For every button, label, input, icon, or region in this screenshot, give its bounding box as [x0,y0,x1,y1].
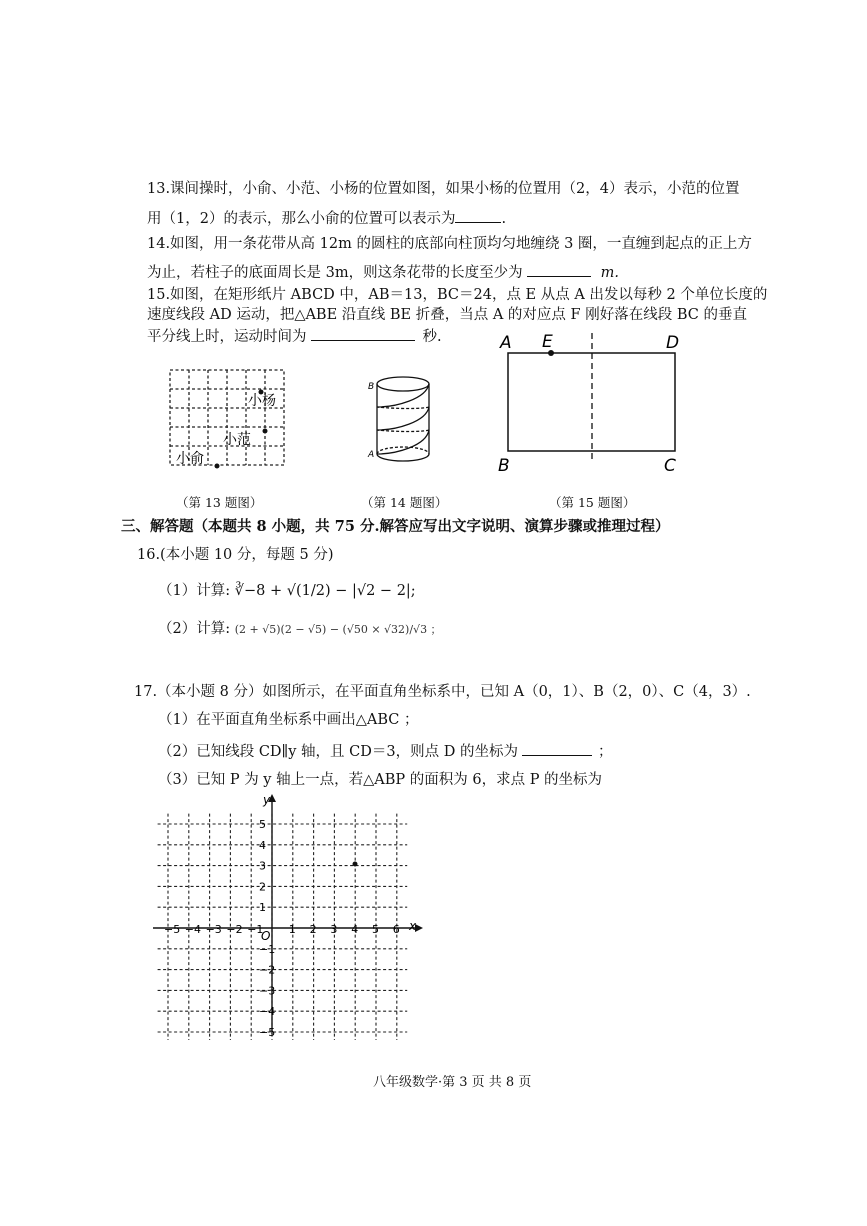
fig15-label-c: C [664,456,676,476]
fig15-label-d: D [666,333,680,353]
fig15-label-a: A [500,333,512,353]
fig13-grid [160,360,295,475]
q16-part1-label: （1）计算: [158,583,231,599]
x-tick-label: 5 [372,923,379,936]
x-tick-label: 3 [330,923,338,936]
q15-line3 [147,326,442,346]
q14-unit: m. [600,265,619,281]
q14-answer-blank[interactable] [527,262,591,277]
q13-line2 [147,208,506,228]
fig13-yu-dot [215,464,220,469]
q17-part2 [158,741,612,761]
x-axis-label: x [409,919,417,933]
q13-end: . [501,211,507,227]
x-tick-label: −1 [247,923,264,936]
y-tick-label: −5 [259,1026,276,1039]
fig14-label-a: A [368,450,375,460]
fig13-caption: （第 13 题图） [176,495,263,510]
q13-line1: 13.课间操时，小俞、小范、小杨的位置如图，如果小杨的位置用（2，4）表示，小范的位置 [147,181,740,197]
y-tick-label: 2 [259,880,266,894]
y-tick-label: 5 [259,818,266,831]
fig13-fan-dot [263,429,268,434]
x-tick-label: −5 [164,923,181,936]
fig14-caption: （第 14 题图） [361,495,448,510]
q14-line2 [147,262,619,282]
q17-part2-end: ； [597,744,613,760]
q16-part1 [158,582,416,600]
y-tick-label: 4 [259,838,266,852]
q14-line1: 14.如图，用一条花带从高 12m 的圆柱的底部向柱顶均匀地缠绕 3 圈，一直缠到起点的正上方 [147,236,752,252]
fig13-label-fan: 小范 [223,432,251,448]
x-tick-label: 1 [288,923,296,936]
fig14-label-b: B [368,382,375,392]
x-tick-label: 4 [351,923,359,936]
grid-point-mark [353,862,358,867]
fig15-rectangle [494,328,694,478]
x-tick-label: −4 [184,923,202,936]
origin-label: O [261,929,271,943]
fig15-caption: （第 15 题图） [549,495,636,510]
x-axis-arrow [415,924,423,932]
q16-part2-expr: (2 + √5)(2 − √5) − (√50 × √32)/√3 ； [234,623,442,636]
q17-part1: （1）在平面直角坐标系中画出△ABC ； [158,712,419,728]
y-tick-label: 1 [259,901,266,915]
q17-part3: （3）已知 P 为 y 轴上一点，若△ABP 的面积为 6，求点 P 的坐标为 [158,772,603,788]
q16-part2-label: （2）计算: [158,621,231,637]
q14-line2-text: 为止，若柱子的底面周长是 3m，则这条花带的长度至少为 [147,265,523,281]
y-tick-label: −1 [259,942,276,956]
q17-header: 17.（本小题 8 分）如图所示，在平面直角坐标系中，已知 A（0，1）、B（2，0）、C（4，3）. [134,684,751,700]
fig15-label-b: B [498,456,510,476]
x-tick-labels [164,923,400,936]
fig13-label-yang: 小杨 [248,393,276,409]
y-axis-label: y [263,793,271,807]
y-tick-label: −4 [259,1005,276,1019]
q16-header: 16.(本小题 10 分，每题 5 分) [137,547,334,563]
q15-unit: 秒. [422,329,442,345]
q17-coordinate-grid [145,790,425,1040]
x-tick-label: 6 [392,923,400,936]
x-tick-label: −2 [226,923,243,936]
q13-line2-text: 用（1，2）的表示，那么小俞的位置可以表示为 [147,211,456,227]
fig14-cylinder [366,370,436,470]
fig13-label-yu: 小俞 [176,451,204,467]
q13-answer-blank[interactable] [455,208,501,223]
fig15-label-e: E [542,332,553,352]
q17-answer-blank[interactable] [522,741,592,756]
section3-title: 三、解答题（本题共 8 小题，共 75 分.解答应写出文字说明、演算步骤或推理过程） [121,518,670,535]
x-tick-label: 2 [309,923,317,936]
x-tick-label: −3 [205,923,222,936]
q15-line2: 速度线段 AD 运动，把△ABE 沿直线 BE 折叠，当点 A 的对应点 F 刚好落在线段 BC 的垂直 [147,307,747,323]
q15-line1: 15.如图，在矩形纸片 ABCD 中，AB＝13，BC＝24，点 E 从点 A 出发以每秒 2 个单位长度的 [147,287,768,303]
q16-part2 [158,620,442,639]
y-tick-label: −2 [259,963,276,977]
y-tick-label: −3 [259,984,276,998]
q16-part1-expr: ∛−8 + √(1/2) − |√2 − 2|; [234,583,416,599]
page-footer: 八年级数学·第 3 页 共 8 页 [373,1075,532,1090]
q15-line3-text: 平分线上时，运动时间为 [147,329,307,345]
q17-part2-text: （2）已知线段 CD∥y 轴，且 CD＝3，则点 D 的坐标为 [158,744,518,760]
q15-answer-blank[interactable] [311,326,415,341]
y-tick-label: 3 [259,859,266,873]
